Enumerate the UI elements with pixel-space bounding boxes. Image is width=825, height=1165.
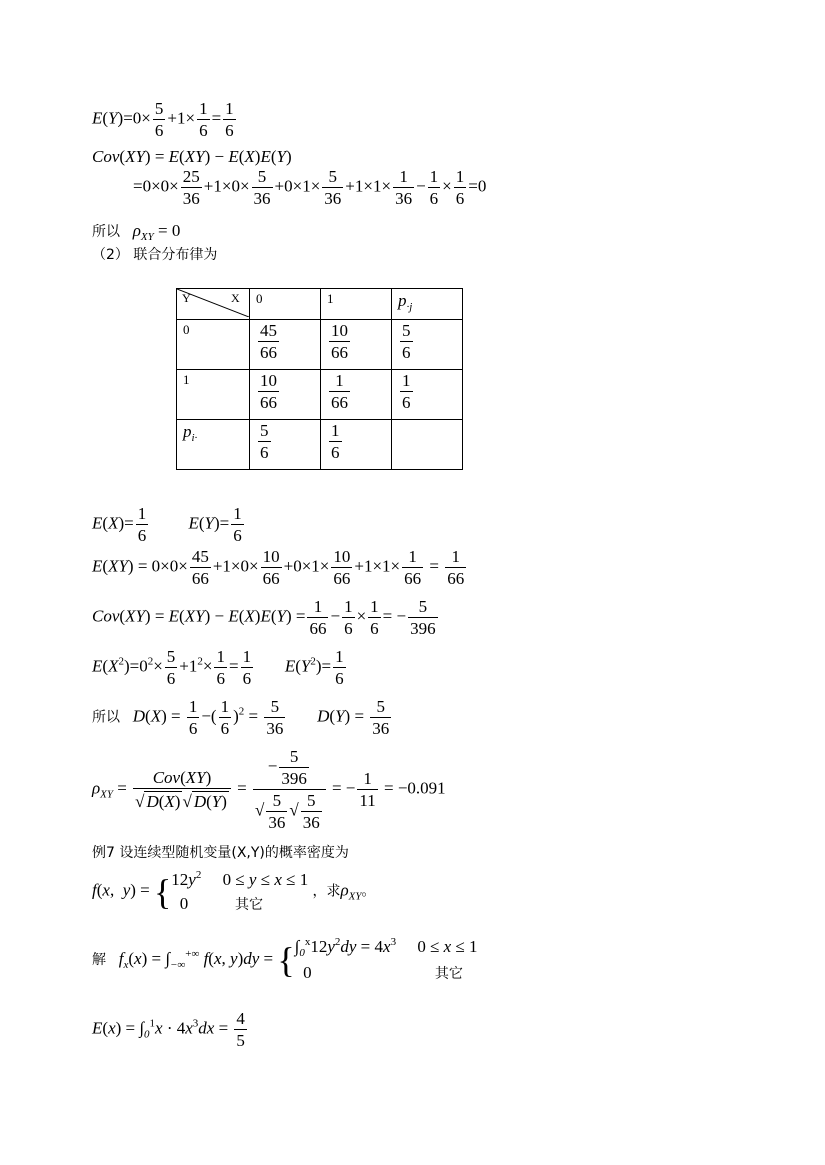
cell-0-0: $\frac{45}{66}$ [250, 320, 321, 370]
otherwise-label-2: 其它 [434, 966, 463, 983]
exy-line: E(XY) = 0×0× $\frac{45}{66}$ +1×0× $\frac{10}{66}$ +0×1× $\frac{10}{66}$ +1×1× $\frac{1}{66}$ = $\frac{1}{66}$ [92, 547, 465, 588]
row-marginal-1: $\frac{1}{6}$ [321, 420, 392, 470]
table-row [177, 370, 463, 420]
rho-result-1: 所以 $\rho_{XY} = 0$ [92, 221, 181, 243]
cell-1-0: $\frac{10}{66}$ [250, 370, 321, 420]
table-header-row [177, 289, 463, 320]
cov-definition-1: Cov(XY) = E(XY) − E(X)E(Y) [92, 147, 292, 166]
ex-integral: $E(x) = \int_0^1x \cdot 4x^3dx$ = $\frac{4}{5}$ [92, 1009, 245, 1050]
col-header-1: 1 [321, 289, 392, 320]
ey-line-1: E(Y)=0× $\frac{5}{6}$ +1× $\frac{1}{6}$ = $\frac{1}{6}$ [92, 99, 234, 140]
qiu-label: ，求 [312, 883, 341, 900]
otherwise-label-1: 其它 [235, 896, 264, 913]
period: 。 [361, 883, 376, 900]
solution-label: 解 [92, 952, 106, 968]
table-row [177, 320, 463, 370]
variance-line: 所以 D(X) = $\frac{1}{6}$ −( $\frac{1}{6}$ )$^2$ = $\frac{5}{36}$ D(Y) = $\frac{5}{36}$ [92, 697, 390, 738]
ex-ey-line: E(X)= $\frac{1}{6}$ E(Y)= $\frac{1}{6}$ [92, 504, 242, 545]
row-marginal-label: $p_{i\cdot}$ [177, 420, 250, 470]
table-row [177, 420, 463, 470]
cell-0-1: $\frac{10}{66}$ [321, 320, 392, 370]
cell-1-marginal: $\frac{1}{6}$ [392, 370, 463, 420]
marginal-density: 解 $f_x(x) = \int_{-\infty}^{+\infty}$ f(x, $y)dy = \{\int_0^x12y^2dy = 4x^3$ 0 ≤ x ≤ 1 0 其它 [92, 936, 478, 983]
row-marginal-0: $\frac{5}{6}$ [250, 420, 321, 470]
part-2-heading: （2） 联合分布律为 [92, 247, 218, 263]
rho-line-2: $\rho_{XY}$ = $\frac{\text{Cov(XY)}}{√ D(X) √ D(Y)}$ = − $\frac{5}{396}$ √ $\frac{5}{36}$ √ $\frac{5}{36}$ = − $\frac{1}{11}$ = −0.091 [92, 747, 446, 832]
table-corner-cell [177, 289, 250, 320]
cov-expansion-1: =0×0× $\frac{25}{36}$ +1×0× $\frac{5}{36}$ +0×1× $\frac{5}{36}$ +1×1× $\frac{1}{36}$ − $\frac{1}{6}$ × $\frac{1}{6}$ =0 [133, 167, 487, 208]
cov-line-2: Cov(XY) = E(XY) − E(X)E(Y) = $\frac{1}{66}$ − $\frac{1}{6}$ × $\frac{1}{6}$ = − $\frac{5}{396}$ [92, 597, 436, 638]
row-label-0: 0 [177, 320, 250, 370]
col-marginal-header: $p_{\cdot j}$ [392, 289, 463, 320]
corner-x-label: X [231, 291, 240, 305]
corner-y-label: Y [182, 291, 191, 305]
density-definition: f(x, $y) = \{12y^2$ 0 ≤ y ≤ x ≤ 1 0 其它 ，求$\rho_{XY}$。 [92, 869, 376, 913]
so-label-2: 所以 [92, 709, 120, 726]
cell-0-marginal: $\frac{5}{6}$ [392, 320, 463, 370]
joint-distribution-table [176, 288, 463, 470]
row-label-1: 1 [177, 370, 250, 420]
so-label-1: 所以 [92, 224, 120, 240]
cell-1-1: $\frac{1}{66}$ [321, 370, 392, 420]
example-7-text: 例7 设连续型随机变量(X,Y)的概率密度为 [92, 845, 349, 861]
col-header-0: 0 [250, 289, 321, 320]
ex2-ey2-line: $E(X^2)=0^2\times$ $\frac{5}{6}$ $+1^2\times$ $\frac{1}{6}$ = $\frac{1}{6}$ $E(Y^2)=$ $\frac{1}{6}$ [92, 647, 344, 688]
empty-cell [392, 420, 463, 470]
